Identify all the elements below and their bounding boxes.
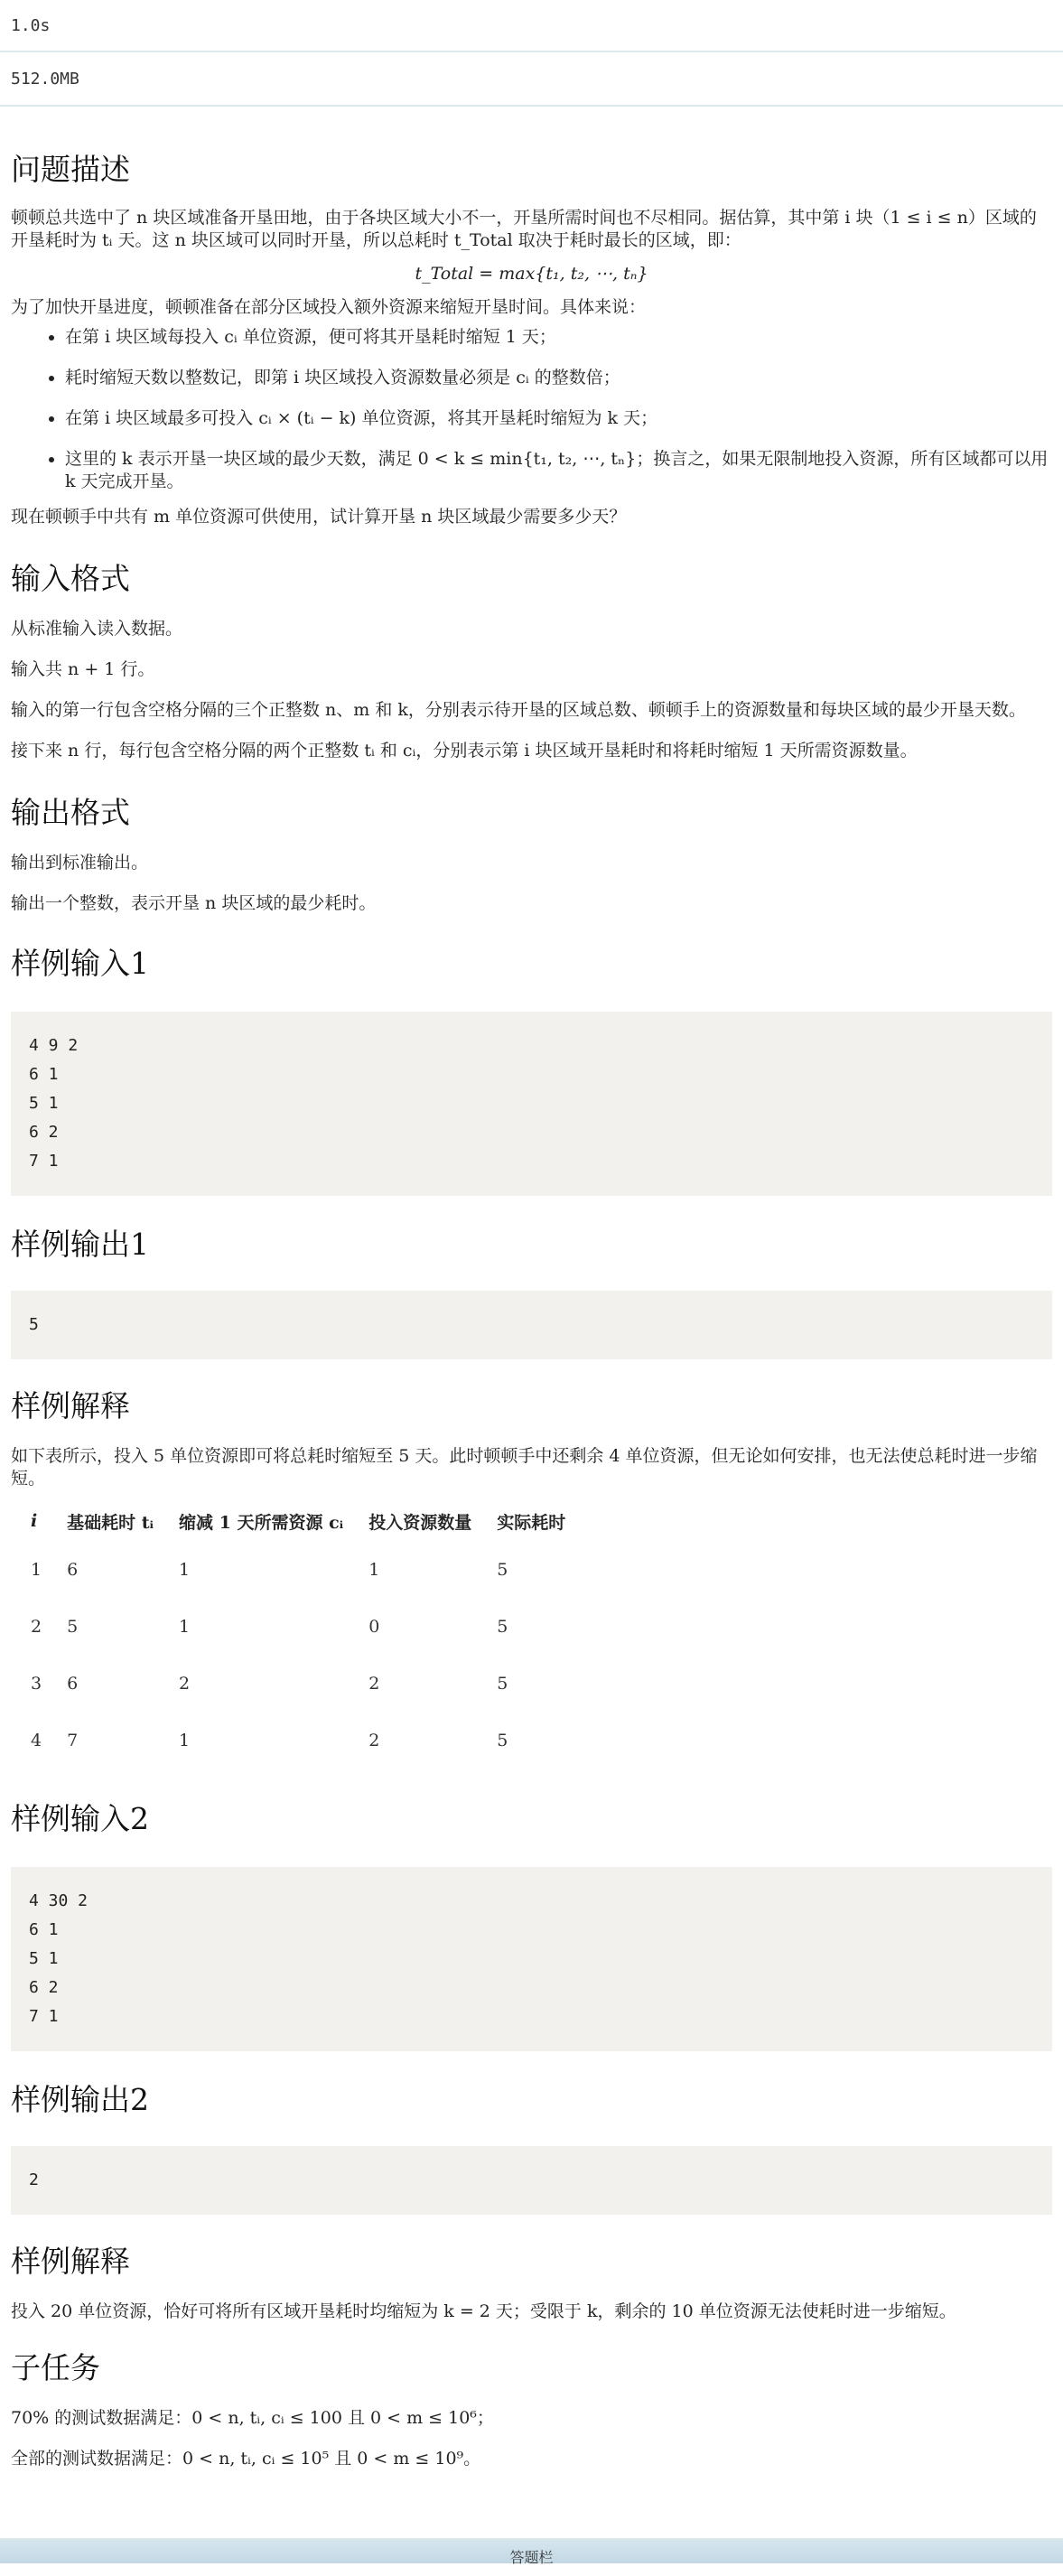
description-para-1: 顿顿总共选中了 n 块区域准备开垦田地，由于各块区域大小不一，开垦所需时间也不尽相同。据估算，其中第 i 块（1 ≤ i ≤ n）区域的开垦耗时为 tᵢ 天。这 n 块区域可以同时开垦，所以总耗时 t_Total 取决于耗时最长的区域，即：: [11, 208, 1037, 250]
table-cell: 5: [497, 1730, 508, 1750]
table-cell: 1: [179, 1730, 191, 1750]
sample-input-2-heading: 样例输入2: [11, 1801, 149, 1836]
table-cell: 5: [497, 1673, 508, 1694]
rules-list: [11, 326, 1052, 493]
table-row: [11, 1598, 573, 1655]
table-header-row: [11, 1501, 573, 1541]
table-cell: 5: [497, 1559, 508, 1580]
subtasks-heading: 子任务: [11, 2350, 100, 2385]
sample-output-2-code: 2: [11, 2146, 1052, 2215]
input-line: 从标准输入读入数据。: [11, 619, 183, 639]
total-time-formula: t_Total = max{t₁, t₂, ⋯, tₙ}: [415, 264, 648, 284]
problem-content: [0, 107, 1063, 2470]
rule-item: • 这里的 k 表示开垦一块区域的最少天数，满足 0 < k ≤ min{t₁, t₂, ⋯, tₙ}；换言之，如果无限制地投入资源，所有区域都可以用 k 天完成开垦。: [65, 448, 1052, 493]
table-cell: 1: [368, 1559, 380, 1580]
table-row: [11, 1541, 573, 1598]
table-cell: 5: [67, 1616, 79, 1637]
explanation-2-heading: 样例解释: [11, 2244, 130, 2279]
table-header: 投入资源数量: [368, 1512, 472, 1533]
sample-output-2-heading: 样例输出2: [11, 2082, 149, 2117]
input-line: 输入的第一行包含空格分隔的三个正整数 n、m 和 k，分别表示待开垦的区域总数、顿顿手上的资源数量和每块区域的最少开垦天数。: [11, 700, 1026, 720]
output-line: 输出到标准输出。: [11, 853, 149, 873]
table-header: 实际耗时: [497, 1512, 566, 1533]
rule-item: • 在第 i 块区域每投入 cᵢ 单位资源，便可将其开垦耗时缩短 1 天；: [65, 326, 1052, 349]
input-line: 接下来 n 行，每行包含空格分隔的两个正整数 tᵢ 和 cᵢ，分别表示第 i 块区域开垦耗时和将耗时缩短 1 天所需资源数量。: [11, 741, 918, 761]
table-cell: 5: [497, 1616, 508, 1637]
explanation-2-text: 投入 20 单位资源，恰好可将所有区域开垦耗时均缩短为 k = 2 天；受限于 k，剩余的 10 单位资源无法使耗时进一步缩短。: [11, 2301, 956, 2321]
table-cell: 7: [67, 1730, 79, 1750]
table-row: [11, 1655, 573, 1712]
table-cell: 1: [179, 1616, 191, 1637]
table-cell: 6: [67, 1673, 79, 1694]
sample-input-1-code: 4 9 2 6 1 5 1 6 2 7 1: [11, 1012, 1052, 1196]
table-cell: 1: [179, 1559, 191, 1580]
meta-memory-row: [0, 52, 1063, 107]
description-para-2: 为了加快开垦进度，顿顿准备在部分区域投入额外资源来缩短开垦时间。具体来说：: [11, 297, 647, 317]
subtask-line: 70% 的测试数据满足：0 < n, tᵢ, cᵢ ≤ 100 且 0 < m ≤ 10⁶；: [11, 2408, 494, 2428]
table-header: i: [31, 1511, 38, 1531]
explanation-table: [11, 1501, 573, 1769]
sample-input-1-heading: 样例输入1: [11, 946, 149, 981]
description-para-3: 现在顿顿手中共有 m 单位资源可供使用，试计算开垦 n 块区域最少需要多少天？: [11, 507, 627, 527]
table-cell: 2: [31, 1616, 42, 1637]
table-cell: 0: [368, 1616, 380, 1637]
output-line: 输出一个整数，表示开垦 n 块区域的最少耗时。: [11, 893, 377, 913]
table-header: 基础耗时 tᵢ: [67, 1512, 154, 1533]
sample-output-1-heading: 样例输出1: [11, 1227, 149, 1262]
table-cell: 2: [368, 1730, 380, 1750]
meta-time-row: [0, 0, 1063, 52]
answer-bar-label: 答题栏: [509, 2549, 554, 2566]
table-cell: 1: [31, 1559, 42, 1580]
table-cell: 2: [179, 1673, 191, 1694]
explanation-1-heading: 样例解释: [11, 1388, 130, 1423]
table-header: 缩减 1 天所需资源 cᵢ: [179, 1512, 344, 1533]
memory-limit: 512.0MB: [11, 69, 79, 89]
time-limit: 1.0s: [11, 15, 51, 35]
input-line: 输入共 n + 1 行。: [11, 659, 155, 679]
sample-input-2-code: 4 30 2 6 1 5 1 6 2 7 1: [11, 1867, 1052, 2051]
rule-item: • 耗时缩短天数以整数记，即第 i 块区域投入资源数量必须是 cᵢ 的整数倍；: [65, 367, 1052, 389]
table-cell: 2: [368, 1673, 380, 1694]
table-cell: 3: [31, 1673, 42, 1694]
explanation-1-text: 如下表所示，投入 5 单位资源即可将总耗时缩短至 5 天。此时顿顿手中还剩余 4 单位资源，但无论如何安排，也无法使总耗时进一步缩短。: [11, 1446, 1038, 1489]
description-heading: 问题描述: [11, 152, 130, 187]
answer-bar[interactable]: [0, 2538, 1063, 2566]
table-cell: 4: [31, 1730, 42, 1750]
output-format-heading: 输出格式: [11, 795, 130, 830]
sample-output-1-code: 5: [11, 1291, 1052, 1359]
input-format-heading: 输入格式: [11, 561, 130, 596]
subtask-line: 全部的测试数据满足：0 < n, tᵢ, cᵢ ≤ 10⁵ 且 0 < m ≤ 10⁹。: [11, 2449, 481, 2469]
table-cell: 6: [67, 1559, 79, 1580]
table-row: [11, 1712, 573, 1769]
rule-item: • 在第 i 块区域最多可投入 cᵢ × (tᵢ − k) 单位资源，将其开垦耗时缩短为 k 天；: [65, 407, 1052, 430]
